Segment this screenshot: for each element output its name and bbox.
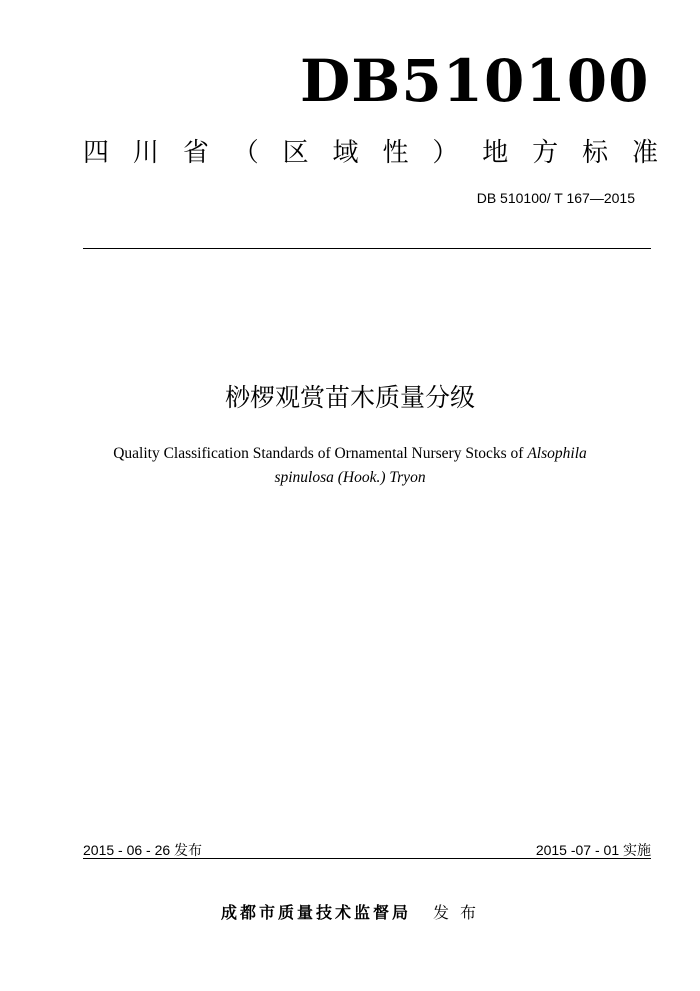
standard-level-heading xyxy=(83,135,658,171)
level-char: 性 xyxy=(382,138,409,168)
level-char: 标 xyxy=(582,138,609,168)
level-char: 省 xyxy=(182,138,209,168)
level-char: 地 xyxy=(482,138,509,168)
issuing-authority xyxy=(0,900,700,923)
level-char: 川 xyxy=(132,138,159,168)
level-char: （ xyxy=(232,138,259,168)
title-en-line2: spinulosa (Hook.) Tryon xyxy=(274,469,426,486)
bottom-divider xyxy=(83,858,651,859)
level-char: 准 xyxy=(631,138,658,168)
standard-number: DB 510100/ T 167—2015 xyxy=(476,190,635,206)
level-char: 四 xyxy=(83,138,110,168)
top-divider xyxy=(83,248,651,249)
standard-code-title: DB510100 xyxy=(300,47,650,115)
issue-date: 2015 - 06 - 26 发布 xyxy=(83,842,203,858)
title-en-species-genus: Alsophila xyxy=(527,445,587,462)
issuer-name: 成都市质量技术监督局 xyxy=(220,903,411,922)
level-char: 域 xyxy=(332,138,359,168)
level-char: 区 xyxy=(282,138,309,168)
issuer-action: 发 布 xyxy=(432,903,480,922)
implementation-date: 2015 -07 - 01 实施 xyxy=(535,842,651,858)
document-title-english xyxy=(80,442,620,490)
title-en-line1: Quality Classification Standards of Ornamental Nursery Stocks of xyxy=(113,445,528,462)
level-char: 方 xyxy=(532,138,559,168)
level-char: ） xyxy=(432,138,459,168)
document-title-chinese: 桫椤观赏苗木质量分级 xyxy=(224,383,475,412)
